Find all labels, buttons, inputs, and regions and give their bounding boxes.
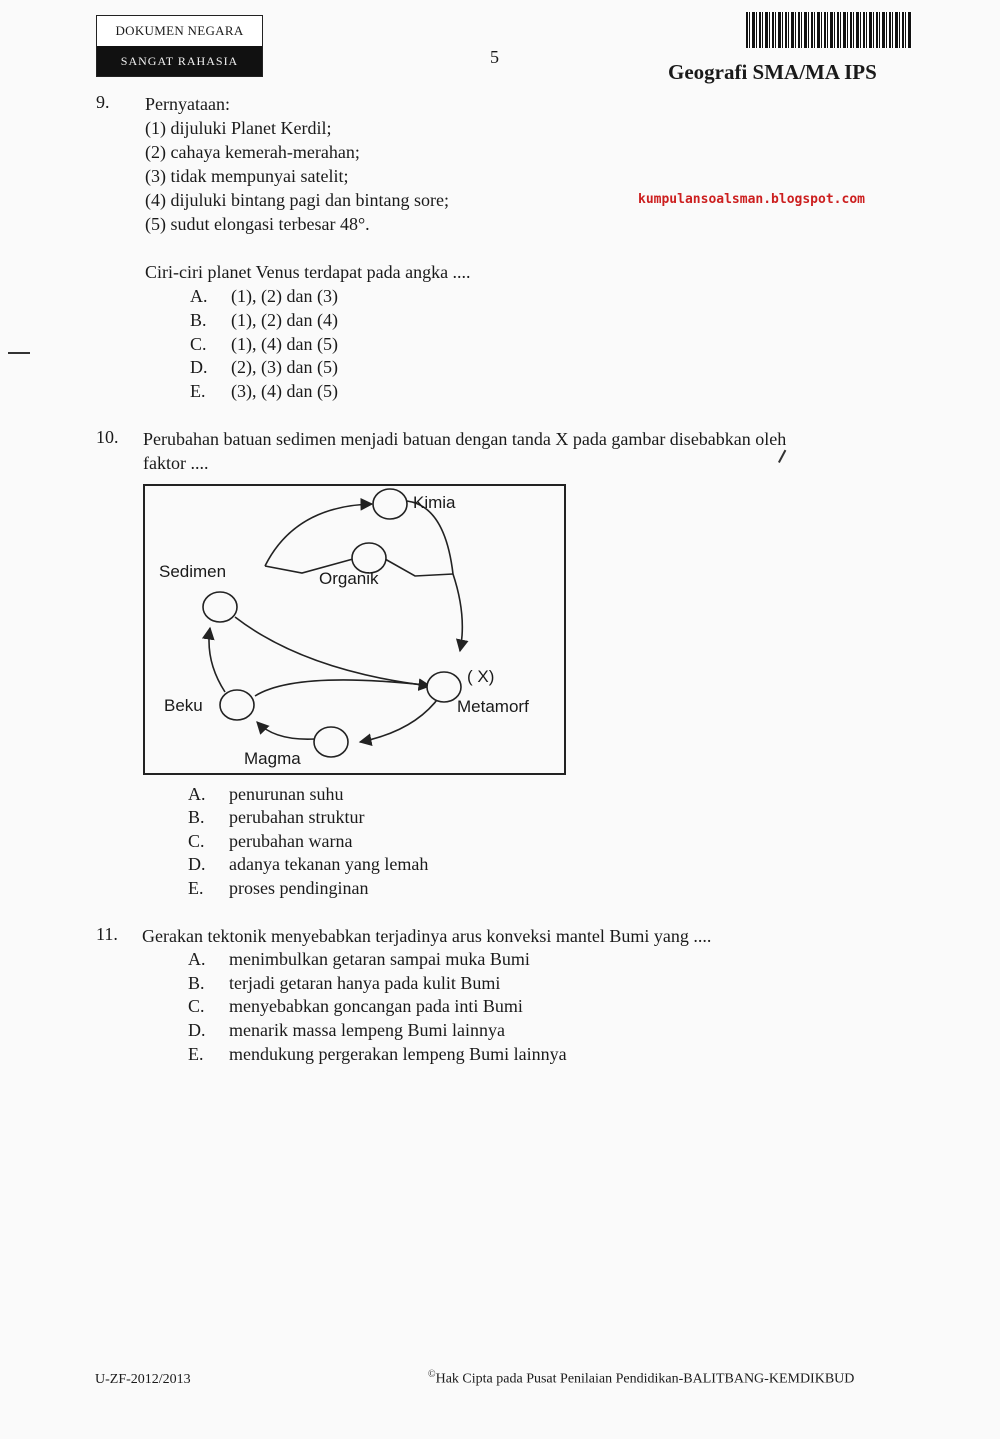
q10-option-a-text[interactable]: penurunan suhu — [229, 784, 344, 804]
node-sedimen — [203, 592, 237, 622]
q9-option-e-text[interactable]: (3), (4) dan (5) — [231, 381, 338, 401]
copyright-text: Hak Cipta pada Pusat Penilaian Pendidikan-BALITBANG-KEMDIKBUD — [435, 1371, 855, 1387]
q9-intro: Pernyataan: — [145, 94, 230, 114]
path-metamorf-to-magma — [360, 696, 440, 742]
path-beku-to-sedimen — [209, 628, 225, 692]
subject-title: Geografi SMA/MA IPS — [668, 60, 877, 84]
q10-question-line1: Perubahan batuan sedimen menjadi batuan dengan tanda X pada gambar disebabkan oleh — [143, 429, 787, 449]
q10-option-b-letter[interactable]: B. — [188, 807, 205, 827]
q10-option-e-text[interactable]: proses pendinginan — [229, 878, 369, 898]
q9-statement: (4) dijuluki bintang pagi dan bintang sore; — [145, 190, 449, 210]
q9-option-b-letter[interactable]: B. — [190, 310, 207, 330]
q9-number: 9. — [96, 92, 110, 112]
q9-statement: (3) tidak mempunyai satelit; — [145, 166, 349, 186]
node-kimia — [373, 489, 407, 519]
q9-option-e-letter[interactable]: E. — [190, 381, 206, 401]
q9-option-c-letter[interactable]: C. — [190, 334, 207, 354]
q10-number: 10. — [96, 427, 119, 447]
q9-option-a-text[interactable]: (1), (2) dan (3) — [231, 286, 338, 306]
barcode-icon — [746, 12, 912, 48]
q9-statement: (5) sudut elongasi terbesar 48°. — [145, 214, 370, 234]
q11-option-a-letter[interactable]: A. — [188, 949, 206, 969]
rock-cycle-diagram — [143, 484, 566, 775]
q11-option-e-text[interactable]: mendukung pergerakan lempeng Bumi lainnya — [229, 1044, 567, 1064]
doc-box-bottom-label: SANGAT RAHASIA — [97, 46, 262, 76]
node-magma — [314, 727, 348, 757]
path-sedimen-to-metamorf — [235, 617, 430, 686]
node-beku — [220, 690, 254, 720]
q10-option-c-text[interactable]: perubahan warna — [229, 831, 353, 851]
label-sedimen: Sedimen — [159, 562, 227, 581]
q10-option-b-text[interactable]: perubahan struktur — [229, 807, 365, 827]
label-metamorf: Metamorf — [457, 697, 529, 716]
q9-statement: (1) dijuluki Planet Kerdil; — [145, 118, 332, 138]
q10-option-c-letter[interactable]: C. — [188, 831, 205, 851]
pencil-mark — [778, 450, 786, 463]
q10-option-a-letter[interactable]: A. — [188, 784, 206, 804]
label-magma: Magma — [244, 749, 301, 768]
node-metamorf — [427, 672, 461, 702]
margin-mark — [8, 352, 30, 354]
q9-option-d-letter[interactable]: D. — [190, 357, 208, 377]
footer-copyright — [428, 1369, 854, 1388]
q11-option-a-text[interactable]: menimbulkan getaran sampai muka Bumi — [229, 949, 530, 969]
doc-box-top-label: DOKUMEN NEGARA — [97, 16, 262, 46]
q10-option-d-letter[interactable]: D. — [188, 854, 206, 874]
q9-option-b-text[interactable]: (1), (2) dan (4) — [231, 310, 338, 330]
q10-question-line2: faktor .... — [143, 453, 209, 473]
q11-option-d-text[interactable]: menarik massa lempeng Bumi lainnya — [229, 1020, 505, 1040]
q11-option-c-letter[interactable]: C. — [188, 996, 205, 1016]
q9-question: Ciri-ciri planet Venus terdapat pada angka .... — [145, 262, 471, 282]
q11-option-e-letter[interactable]: E. — [188, 1044, 204, 1064]
q9-option-c-text[interactable]: (1), (4) dan (5) — [231, 334, 338, 354]
q11-question: Gerakan tektonik menyebabkan terjadinya arus konveksi mantel Bumi yang .... — [142, 926, 712, 946]
watermark-text: kumpulansoalsman.blogspot.com — [638, 192, 865, 207]
page-number: 5 — [490, 47, 499, 67]
q10-option-d-text[interactable]: adanya tekanan yang lemah — [229, 854, 429, 874]
q9-option-d-text[interactable]: (2), (3) dan (5) — [231, 357, 338, 377]
q11-option-d-letter[interactable]: D. — [188, 1020, 206, 1040]
q11-option-b-letter[interactable]: B. — [188, 973, 205, 993]
path-beku-to-metamorf — [255, 680, 425, 696]
footer-code: U-ZF-2012/2013 — [95, 1372, 191, 1387]
label-x-mark: ( X) — [467, 667, 495, 686]
path-magma-to-beku — [257, 722, 315, 739]
document-classification-box — [96, 15, 263, 77]
copyright-symbol: © — [428, 1369, 436, 1380]
q9-statement: (2) cahaya kemerah-merahan; — [145, 142, 360, 162]
path-organik-to-metamorf — [385, 559, 453, 576]
q9-option-a-letter[interactable]: A. — [190, 286, 208, 306]
label-organik: Organik — [319, 569, 379, 588]
label-beku: Beku — [164, 696, 203, 715]
label-kimia: Kimia — [413, 493, 456, 512]
q11-option-b-text[interactable]: terjadi getaran hanya pada kulit Bumi — [229, 973, 501, 993]
q11-option-c-text[interactable]: menyebabkan goncangan pada inti Bumi — [229, 996, 523, 1016]
q11-number: 11. — [96, 924, 118, 944]
q10-option-e-letter[interactable]: E. — [188, 878, 204, 898]
